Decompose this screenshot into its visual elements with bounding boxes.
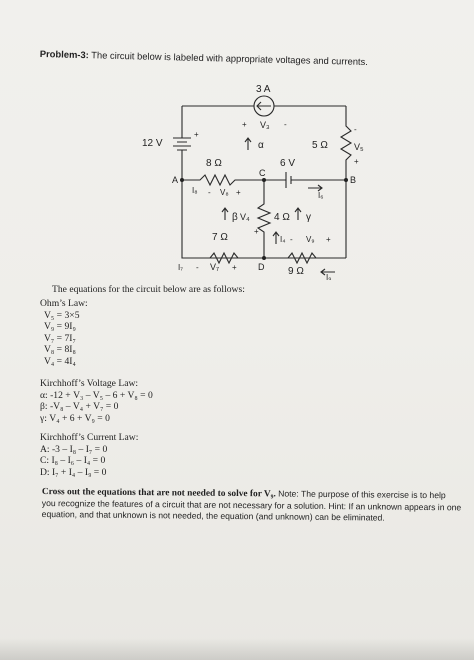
label-r9: 9 Ω — [288, 266, 304, 277]
label-v7-minus: - — [196, 263, 199, 272]
label-v7-plus: + — [232, 263, 237, 272]
ohms-line: V₇ = 7I₇ — [44, 332, 76, 344]
label-v4-plus: + — [254, 227, 259, 236]
ohms-line: V₅ = 3×5 — [44, 309, 80, 321]
label-i9: I₉ — [326, 273, 332, 280]
label-v8-plus: + — [236, 188, 241, 197]
label-i6: I₆ — [318, 191, 324, 200]
kvl-line: γ: V₄ + 6 + V₉ = 0 — [40, 412, 110, 424]
label-source-current: 3 A — [256, 84, 271, 95]
label-node-c: C — [259, 168, 266, 178]
kvl-line: β: -V₈ – V₄ + V₇ = 0 — [40, 401, 119, 412]
label-v5-minus: - — [354, 125, 357, 134]
label-r8: 8 Ω — [206, 158, 222, 169]
problem-label: Problem-3: — [39, 48, 89, 61]
kcl-line: D: I₇ + I₄ – I₉ = 0 — [40, 466, 107, 478]
kvl-block — [40, 378, 153, 424]
equations-intro: The equations for the circuit below are as follows: — [52, 284, 245, 295]
label-loop-gamma: γ — [306, 212, 311, 223]
kcl-line: C: I₈ – I₆ – I₄ = 0 — [40, 455, 106, 466]
problem-statement — [40, 48, 460, 69]
label-v5: V₅ — [354, 142, 364, 152]
label-node-a: A — [172, 175, 179, 185]
label-v9: V₉ — [306, 235, 315, 244]
label-r7: 7 Ω — [212, 232, 228, 243]
label-v4: V₄ — [240, 212, 250, 222]
label-i4: I₄ — [280, 235, 286, 244]
ohms-line: V₄ = 4I₄ — [44, 355, 76, 367]
kvl-title: Kirchhoff’s Voltage Law: — [40, 378, 139, 389]
kvl-line: α: -12 + V₃ – V₅ – 6 + V₈ = 0 — [40, 389, 153, 401]
ohms-law-title: Ohm’s Law: — [40, 298, 88, 309]
label-v5-plus: + — [354, 157, 359, 166]
instruction-paragraph — [42, 486, 462, 525]
label-r4: 4 Ω — [274, 212, 290, 223]
kcl-block — [40, 432, 138, 478]
circuit-diagram — [140, 80, 380, 280]
label-battery-plus: + — [194, 130, 199, 139]
label-6v: 6 V — [280, 158, 296, 169]
instruction-bold: Cross out the equations that are not needed to solve for V₉. — [41, 486, 276, 500]
label-r5: 5 Ω — [312, 140, 328, 151]
label-node-b: B — [350, 175, 357, 185]
ohms-law-block — [40, 298, 88, 367]
label-v3: V₃ — [260, 120, 270, 130]
ohms-line: V₈ = 8I₈ — [44, 344, 76, 355]
bottom-shadow — [0, 638, 474, 660]
label-i7: I₇ — [178, 263, 183, 272]
label-v8: V₈ — [220, 188, 229, 197]
label-loop-beta: β — [232, 212, 238, 223]
label-v9-minus: - — [290, 235, 293, 244]
instruction-text: Note: The purpose of this exercise is to help you recognize the features of a circuit that are not necessary for a solution. Hint: If an unknown appears in one equation, and that unknown is not needed, the equation (and unknown) can be eliminated. — [41, 488, 462, 523]
label-source-voltage: 12 V — [142, 138, 163, 149]
label-v9-plus: + — [326, 235, 331, 244]
label-loop-alpha: α — [258, 140, 264, 151]
label-v3-plus: + — [242, 120, 247, 129]
kcl-title: Kirchhoff’s Current Law: — [40, 432, 139, 443]
ohms-line: V₉ = 9I₉ — [44, 321, 76, 332]
label-v8-minus: - — [208, 188, 211, 197]
label-v3-minus: - — [284, 120, 287, 129]
label-v7: V₇ — [210, 262, 220, 272]
label-i8: I₈ — [192, 186, 198, 195]
problem-text: The circuit below is labeled with appropriate voltages and currents. — [88, 49, 369, 68]
kcl-line: A: -3 – I₈ – I₇ = 0 — [40, 443, 108, 455]
label-node-d: D — [258, 262, 265, 272]
